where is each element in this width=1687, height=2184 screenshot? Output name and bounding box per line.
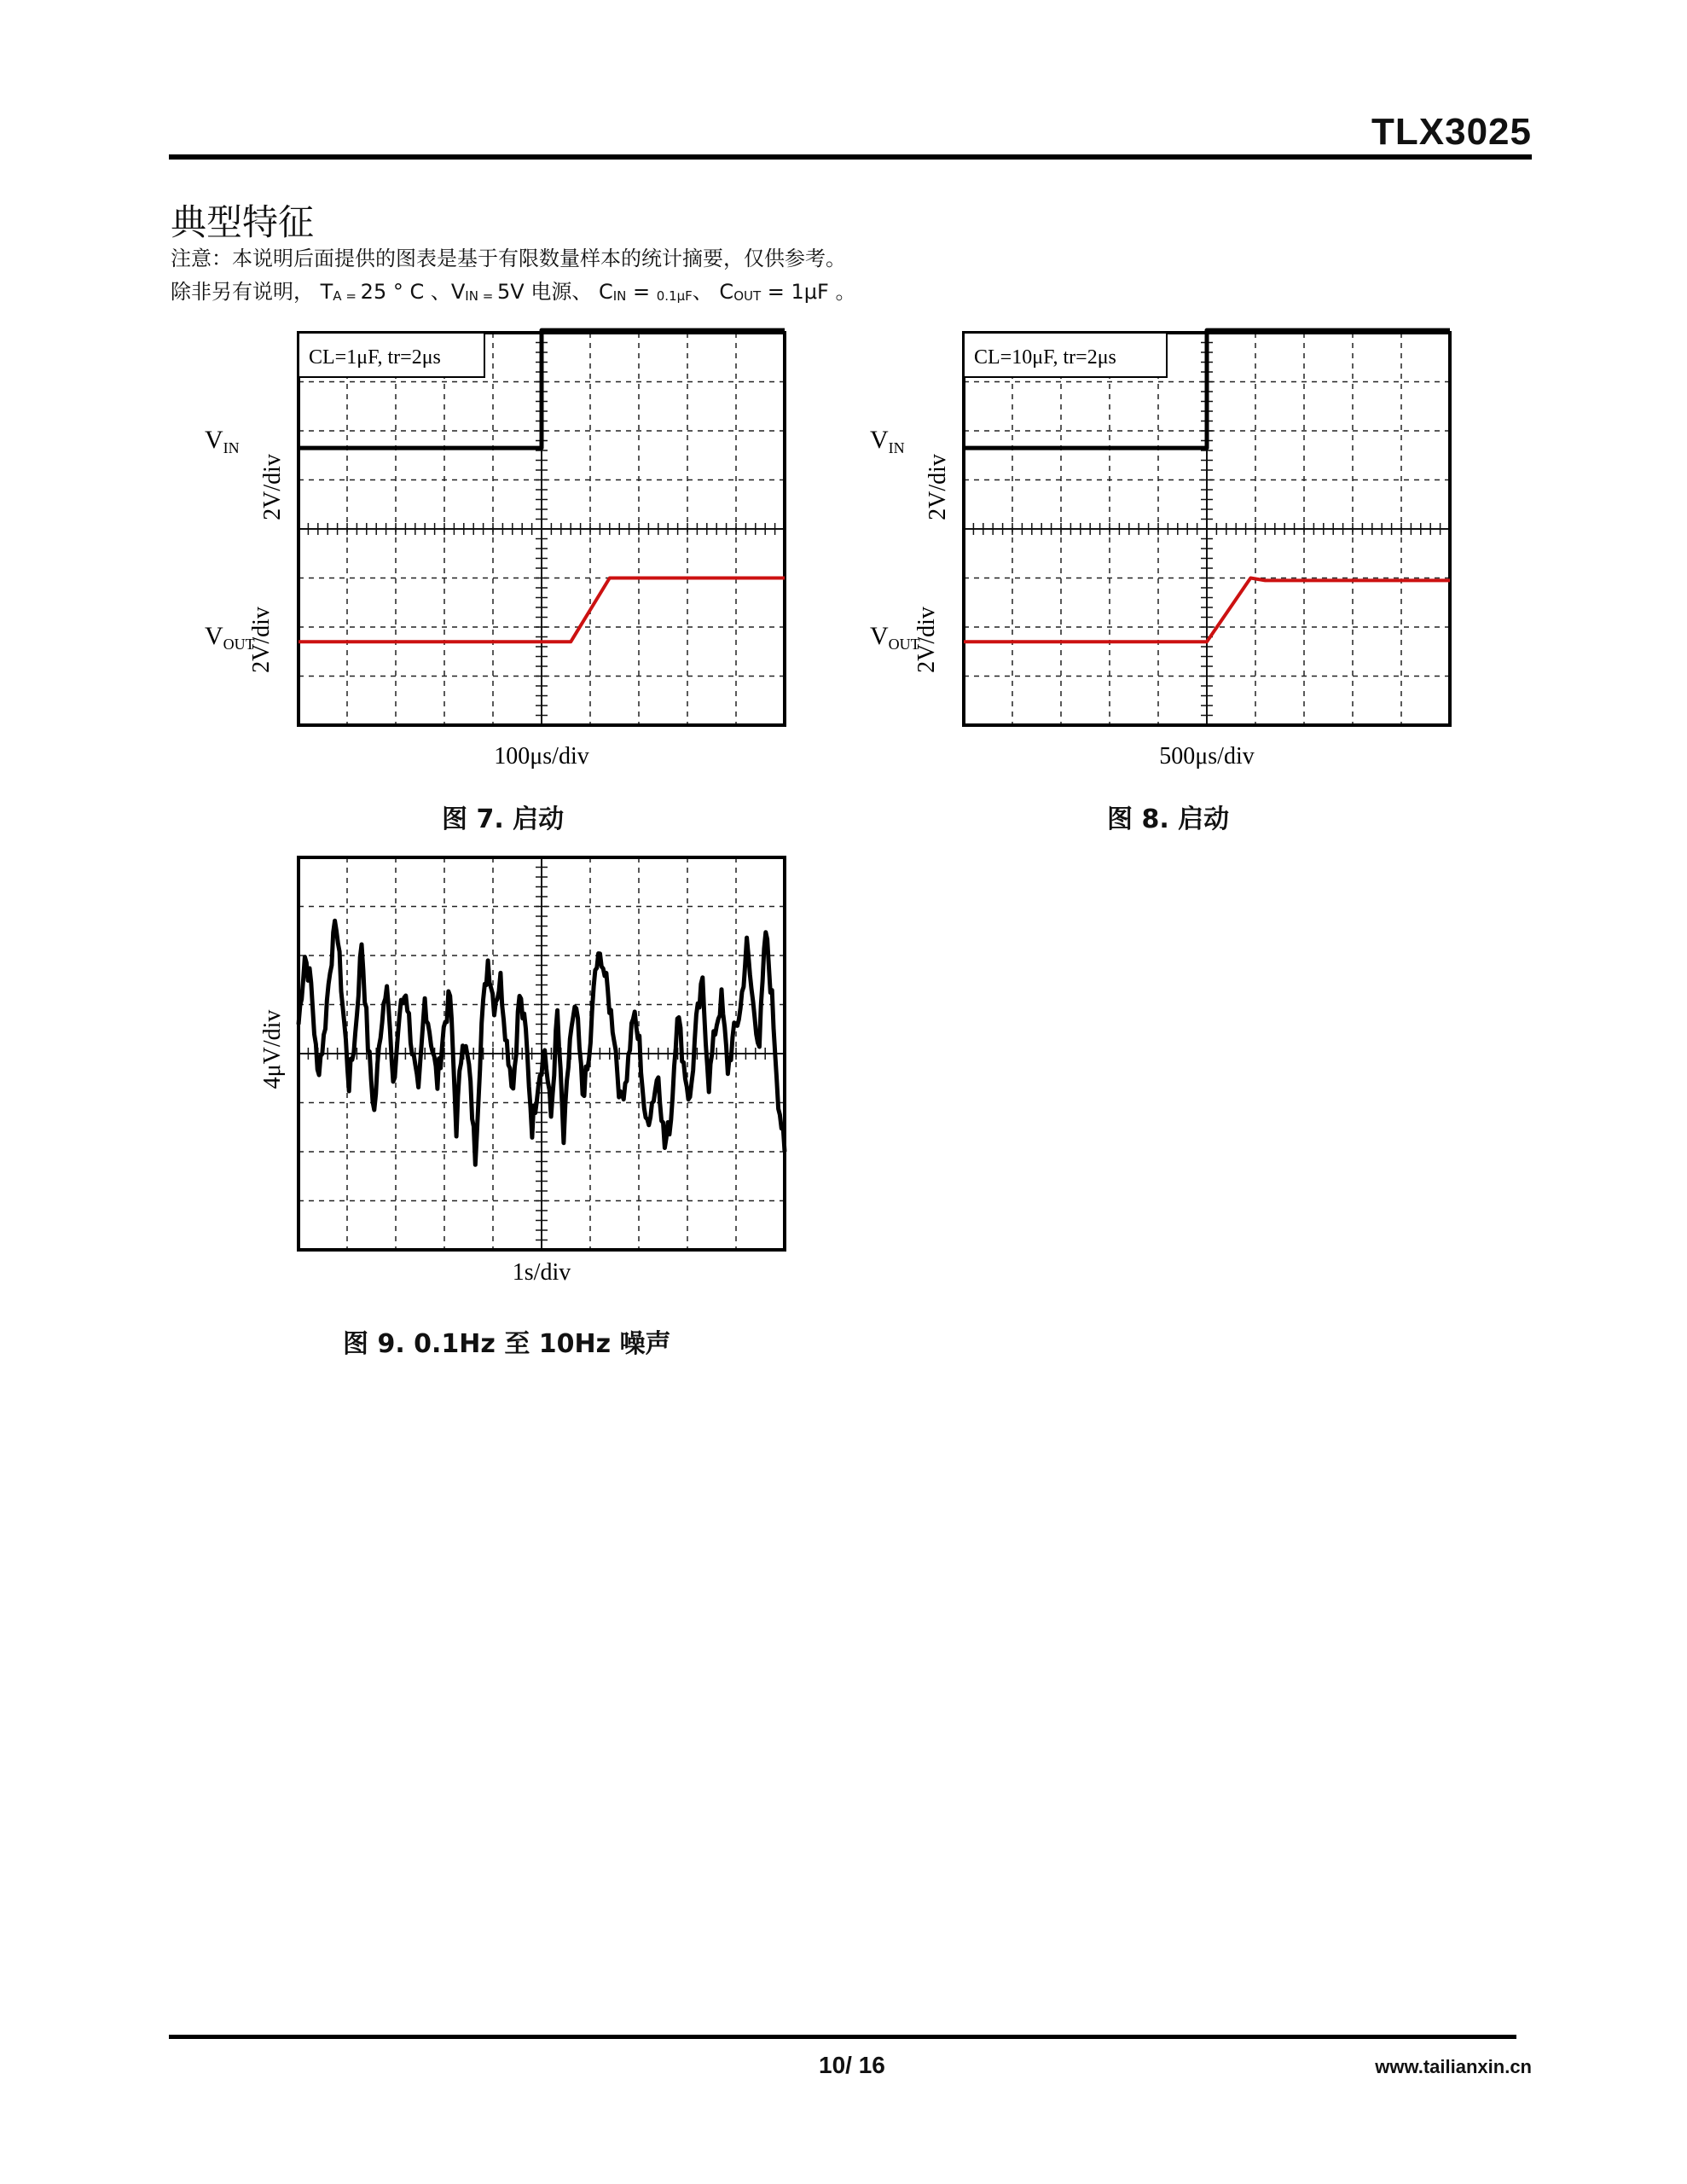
vout-label: $V_{OUT}$ — [205, 622, 255, 653]
section-title: 典型特征 — [171, 201, 315, 243]
y-scale-label: 4μV/div — [259, 1009, 286, 1089]
cout-prefix: 、 C — [692, 280, 734, 304]
fig8-caption: 图 8. 启动 — [1107, 804, 1230, 834]
figure-7 — [196, 328, 810, 772]
cin-equals: = — [626, 280, 657, 304]
fig7-caption: 图 7. 启动 — [442, 804, 565, 834]
ta-value: 25 ° C 、V — [360, 280, 466, 304]
vin-label: $V_{IN}$ — [870, 426, 905, 456]
x-scale-label: 500μs/div — [1159, 743, 1255, 770]
note-line-1: 注意：本说明后面提供的图表是基于有限数量样本的统计摘要，仅供参考。 — [171, 247, 846, 270]
part-number: TLX3025 — [1371, 111, 1532, 153]
fig9-scope-plot — [196, 853, 810, 1297]
footer-rule — [169, 2035, 1516, 2039]
fig7-scope-plot — [196, 328, 810, 772]
note-prefix: 除非另有说明， T — [171, 280, 333, 304]
x-scale-label: 100μs/div — [494, 743, 589, 770]
vin-subscript: IN = — [465, 288, 498, 304]
vin-scale-label: 2V/div — [925, 454, 951, 520]
footer-url: www.tailianxin.cn — [1375, 2056, 1532, 2077]
vin-value: 5V 电源、 C — [497, 280, 613, 304]
vout-scale-label: 2V/div — [248, 607, 275, 673]
cin-value: 0.1μF — [656, 288, 693, 304]
fig9-caption: 图 9. 0.1Hz 至 10Hz 噪声 — [343, 1329, 671, 1359]
vin-label: $V_{IN}$ — [205, 426, 240, 456]
header-rule — [169, 154, 1532, 160]
figure-9 — [196, 853, 810, 1297]
legend-text: CL=1μF, tr=2μs — [309, 346, 441, 369]
cout-value: = 1μF 。 — [761, 280, 856, 304]
cout-subscript: OUT — [733, 288, 762, 304]
vout-label: $V_{OUT}$ — [870, 622, 920, 653]
fig8-scope-plot — [861, 328, 1475, 772]
x-scale-label: 1s/div — [512, 1259, 571, 1286]
figure-8 — [861, 328, 1475, 772]
note-line-2 — [171, 275, 855, 305]
legend-text: CL=10μF, tr=2μs — [974, 346, 1116, 369]
vin-scale-label: 2V/div — [259, 454, 286, 520]
page-number: 10/ 16 — [819, 2052, 885, 2078]
cin-subscript: IN — [612, 288, 627, 304]
vout-scale-label: 2V/div — [913, 607, 940, 673]
ta-subscript: A = — [333, 288, 361, 304]
